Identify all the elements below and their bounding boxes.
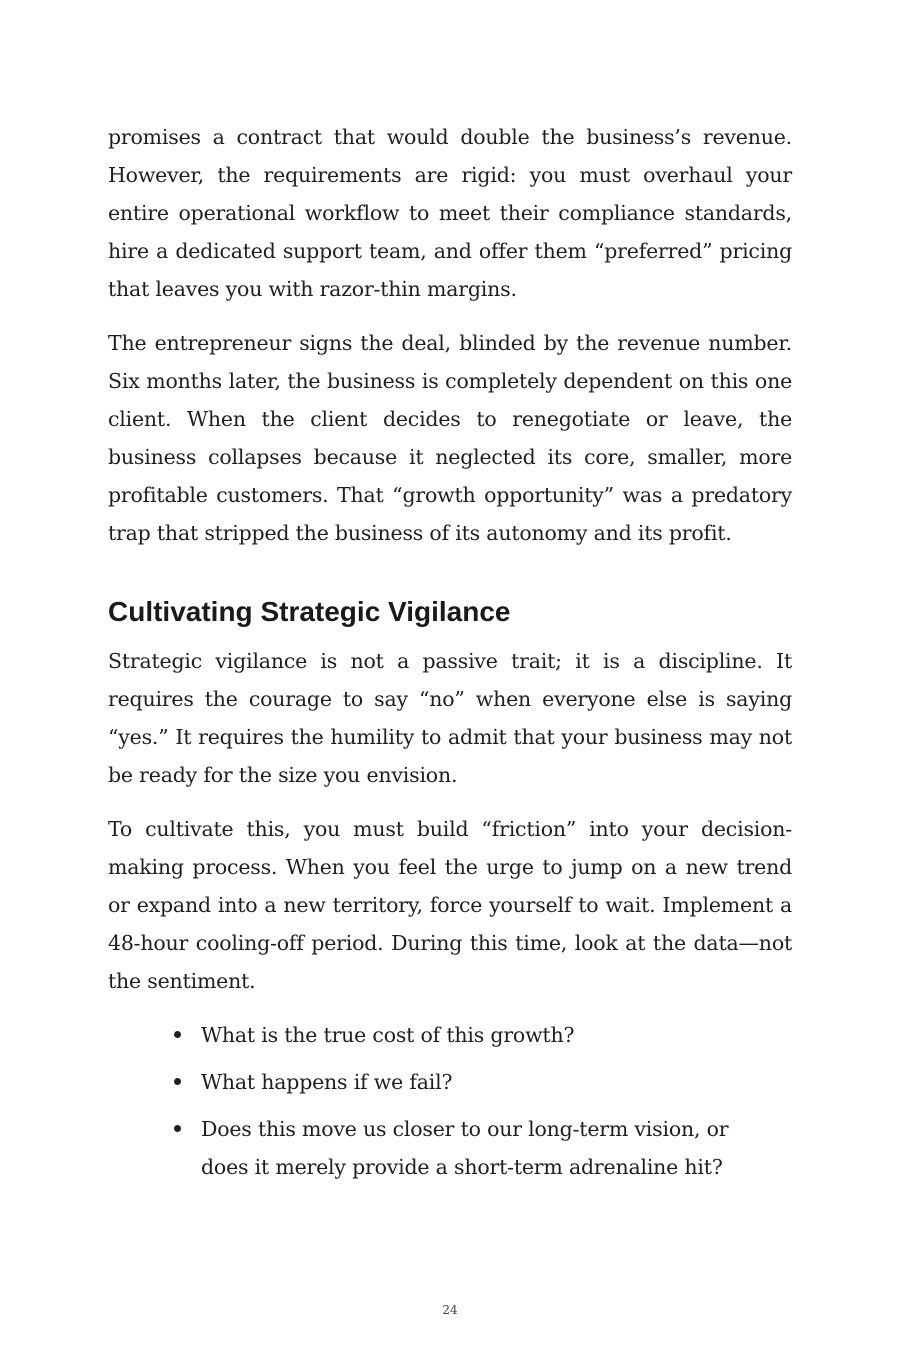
list-item — [174, 1016, 761, 1054]
list-item-text: What is the true cost of this growth? — [201, 1023, 575, 1047]
list-item-text: Does this move us closer to our long-term vision, or does it merely provide a short-term adrenaline hit? — [201, 1117, 729, 1179]
bullet-icon — [174, 1031, 181, 1038]
body-paragraph: promises a contract that would double the business’s revenue. However, the requirements are rigid: you must overhaul your entire operational workflow to meet their compliance standards, hire a dedicated support team, and offer them “preferred” pricing that leaves you with razor-thin margins. — [108, 125, 792, 301]
bullet-icon — [174, 1125, 181, 1132]
list-item-text: What happens if we fail? — [201, 1070, 453, 1094]
bullet-icon — [174, 1078, 181, 1085]
body-paragraph: Strategic vigilance is not a passive trait; it is a discipline. It requires the courage to say “no” when everyone else is saying “yes.” It requires the humility to admit that your business may not be ready for the size you envision. — [108, 649, 792, 787]
body-paragraph: To cultivate this, you must build “friction” into your decision-making process. When you feel the urge to jump on a new trend or expand into a new territory, force yourself to wait. Implement a 48-hour cooling-off period. During this time, look at the data—not the sentiment. — [108, 817, 792, 993]
page-content — [108, 118, 792, 1195]
list-item — [174, 1063, 761, 1101]
question-list — [108, 1016, 792, 1186]
list-item — [174, 1110, 761, 1186]
page-number: 24 — [442, 1303, 458, 1317]
section-heading: Cultivating Strategic Vigilance — [108, 596, 511, 627]
body-paragraph: The entrepreneur signs the deal, blinded by the revenue number. Six months later, the business is completely dependent on this one client. When the client decides to renegotiate or leave, the business collapses because it neglected its core, smaller, more profitable customers. That “growth opportunity” was a predatory trap that stripped the business of its autonomy and its profit. — [108, 331, 792, 545]
